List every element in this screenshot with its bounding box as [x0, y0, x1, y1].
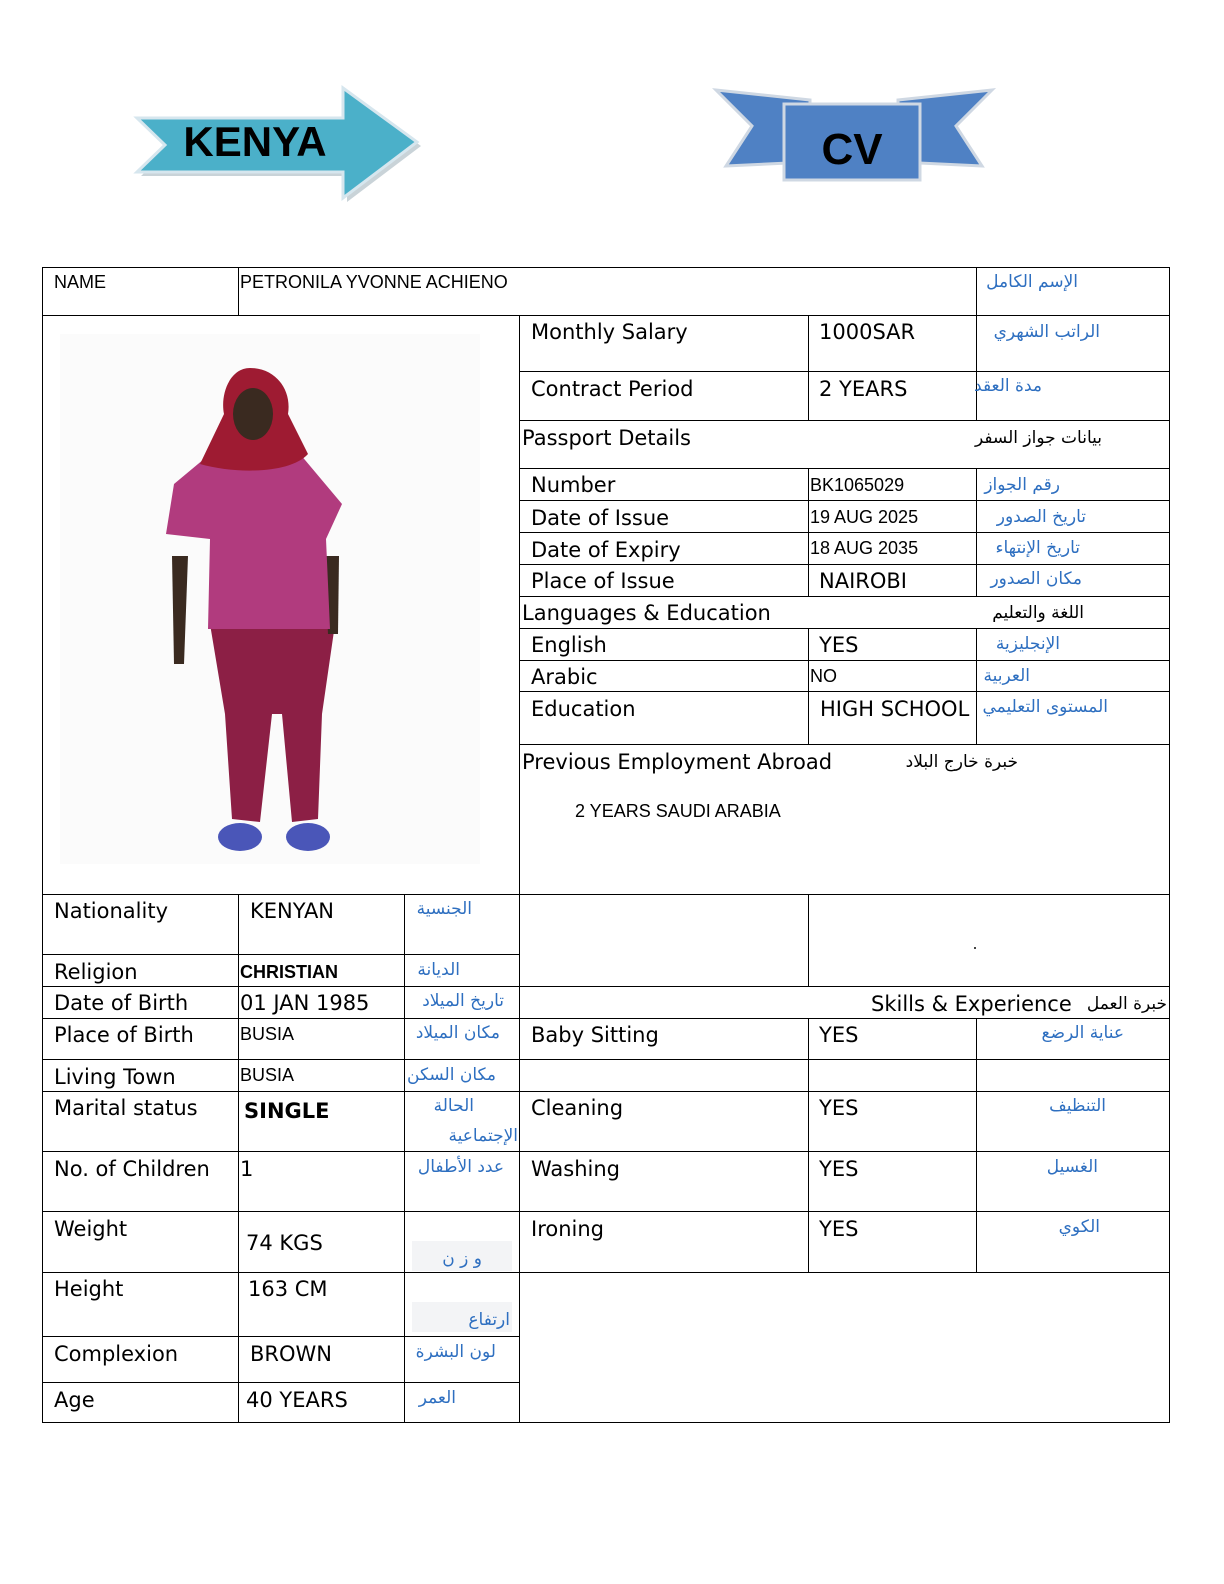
religion-label-ar: الديانة	[417, 960, 460, 980]
arabic-value: NO	[810, 666, 837, 686]
marital-status-label-ar-line1: الحالة	[433, 1096, 474, 1116]
place-of-issue-label: Place of Issue	[531, 569, 675, 593]
cv-ribbon-banner	[712, 82, 1002, 192]
children-value: 1	[240, 1157, 254, 1181]
age-value: 40 YEARS	[246, 1388, 348, 1412]
cleaning-value: YES	[819, 1096, 859, 1120]
name-label: NAME	[54, 272, 107, 292]
passport-details-title: Passport Details	[522, 426, 691, 450]
salary-value: 1000SAR	[819, 320, 916, 344]
name-label-ar: الإسم الكامل	[986, 272, 1078, 292]
salary-label: Monthly Salary	[531, 320, 688, 344]
pob-label: Place of Birth	[54, 1023, 194, 1047]
english-label: English	[531, 633, 607, 657]
pob-label-ar: مكان الميلاد	[415, 1023, 500, 1043]
washing-label: Washing	[531, 1157, 621, 1181]
height-value: 163 CM	[248, 1277, 328, 1301]
passport-number-label: Number	[531, 473, 616, 497]
complexion-label-ar: لون البشرة	[415, 1342, 496, 1362]
issue-date-label: Date of Issue	[531, 506, 670, 530]
cleaning-label-ar: التنظيف	[1049, 1096, 1106, 1116]
skills-title: Skills & Experience	[871, 992, 1072, 1016]
name-value: PETRONILA YVONNE ACHIENO	[240, 272, 508, 292]
cv-title: CV	[821, 125, 883, 174]
ironing-label-ar: الكوي	[1058, 1217, 1100, 1237]
age-label: Age	[54, 1388, 95, 1412]
kenya-arrow-banner	[125, 80, 425, 210]
issue-date-value: 19 AUG 2025	[810, 507, 919, 527]
issue-date-label-ar: تاريخ الصدور	[996, 507, 1086, 527]
salary-label-ar: الراتب الشهري	[993, 322, 1100, 342]
english-value: YES	[819, 633, 859, 657]
height-label-ar: ارتفاع	[468, 1310, 510, 1330]
religion-value: CHRISTIAN	[240, 962, 338, 982]
kenya-title: KENYA	[183, 118, 327, 165]
skills-title-ar: خبرة العمل	[1086, 994, 1167, 1014]
living-town-label-ar: مكان السكن	[407, 1065, 496, 1085]
marital-status-label-ar-line2: الإجتماعية	[448, 1126, 518, 1146]
languages-education-title-ar: اللغة والتعليم	[992, 603, 1084, 623]
age-label-ar: العمر	[418, 1388, 456, 1408]
baby-sitting-value: YES	[819, 1023, 859, 1047]
english-label-ar: الإنجليزية	[995, 634, 1060, 654]
passport-number-label-ar: رقم الجواز	[984, 475, 1060, 495]
complexion-value: BROWN	[250, 1342, 333, 1366]
contract-label-ar: مدة العقد	[974, 376, 1042, 396]
expiry-date-label-ar: تاريخ الإنتهاء	[995, 538, 1080, 558]
candidate-photo	[60, 334, 480, 864]
previous-employment-value: 2 YEARS SAUDI ARABIA	[575, 801, 781, 821]
marital-status-label: Marital status	[54, 1096, 198, 1120]
weight-value: 74 KGS	[246, 1231, 323, 1255]
expiry-date-value: 18 AUG 2035	[810, 538, 919, 558]
arabic-label-ar: العربية	[983, 666, 1030, 686]
cleaning-label: Cleaning	[531, 1096, 624, 1120]
passport-number-value: BK1065029	[810, 475, 905, 495]
baby-sitting-label-ar: عناية الرضع	[1041, 1023, 1124, 1043]
education-label-ar: المستوى التعليمي	[982, 697, 1108, 717]
education-label: Education	[531, 697, 636, 721]
ironing-value: YES	[819, 1217, 859, 1241]
previous-employment-title-ar: خبرة خارج البلاد	[905, 752, 1018, 772]
living-town-label: Living Town	[54, 1065, 176, 1089]
nationality-label-ar: الجنسية	[416, 899, 472, 919]
expiry-date-label: Date of Expiry	[531, 538, 681, 562]
stray-dot	[974, 947, 976, 949]
nationality-label: Nationality	[54, 899, 169, 923]
arabic-label: Arabic	[531, 665, 598, 689]
weight-label-ar: و ز ن	[442, 1249, 482, 1269]
place-of-issue-label-ar: مكان الصدور	[990, 569, 1082, 589]
living-town-value: BUSIA	[240, 1065, 295, 1085]
marital-status-value: SINGLE	[244, 1099, 330, 1123]
children-label-ar: عدد الأطفال	[417, 1157, 504, 1177]
washing-label-ar: الغسيل	[1046, 1157, 1098, 1177]
dob-label: Date of Birth	[54, 991, 189, 1015]
weight-label: Weight	[54, 1217, 128, 1241]
children-label: No. of Children	[54, 1157, 210, 1181]
pob-value: BUSIA	[240, 1024, 295, 1044]
contract-label: Contract Period	[531, 377, 694, 401]
baby-sitting-label: Baby Sitting	[531, 1023, 659, 1047]
complexion-label: Complexion	[54, 1342, 179, 1366]
nationality-value: KENYAN	[250, 899, 335, 923]
place-of-issue-value: NAIROBI	[819, 569, 907, 593]
passport-details-title-ar: بيانات جواز السفر	[974, 428, 1102, 448]
education-value: HIGH SCHOOL	[820, 697, 970, 721]
dob-label-ar: تاريخ الميلاد	[422, 991, 504, 1011]
dob-value: 01 JAN 1985	[240, 991, 370, 1015]
religion-label: Religion	[54, 960, 138, 984]
height-label: Height	[54, 1277, 124, 1301]
contract-value: 2 YEARS	[819, 377, 908, 401]
previous-employment-title: Previous Employment Abroad	[522, 750, 833, 774]
ironing-label: Ironing	[531, 1217, 604, 1241]
washing-value: YES	[819, 1157, 859, 1181]
languages-education-title: Languages & Education	[522, 601, 771, 625]
